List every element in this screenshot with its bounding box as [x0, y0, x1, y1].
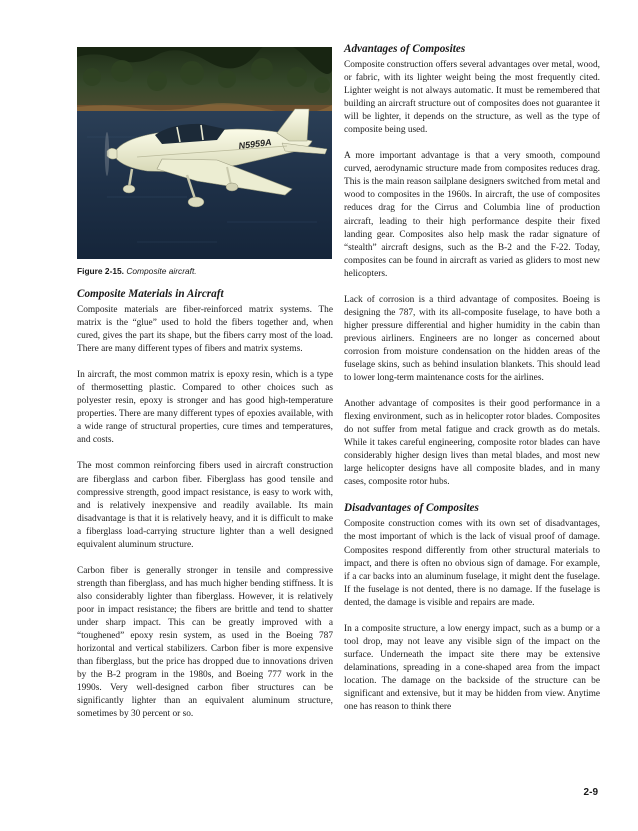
- section-heading-composite-materials: Composite Materials in Aircraft: [77, 288, 224, 300]
- figure-caption: [77, 266, 332, 276]
- tail-number: N5959A: [238, 137, 273, 151]
- page-number: 2-9: [583, 787, 598, 798]
- paragraph: In aircraft, the most common matrix is epoxy resin, which is a type of thermosetting plastic. Compared to other choices such as polyester resin, epoxy is stronger and has good high-temperature properties. There are many different types of epoxies available, with a wide range of structural properties, cure times and temperatures, and costs.: [77, 370, 333, 446]
- aircraft-photo: [77, 47, 332, 259]
- paragraph: Another advantage of composites is their good performance in a flexing environment, such as in helicopter rotor blades. Composites do not suffer from metal fatigue and crack growth as do metals. While it takes careful engineering, composite rotor blades can have considerably higher design lives than metal blades, and most new large helicopter designs have all composite blades, and in many cases, composite rotor hubs.: [344, 399, 600, 488]
- paragraph: Lack of corrosion is a third advantage of composites. Boeing is designing the 787, with its all-composite fuselage, to have both a higher pressure differential and higher humidity in the cabin than previous airliners. Engineers are no longer as concerned about corrosion from moisture condensation on the hidden areas of the fuselage skins, such as behind insulation blankets. This should lead to lower long-term maintenance costs for the airlines.: [344, 294, 600, 384]
- aircraft-photo-svg: [77, 47, 332, 259]
- section-heading-advantages: Advantages of Composites: [344, 43, 466, 55]
- figure-label: Figure 2-15.: [77, 266, 125, 276]
- figure-caption-text: Composite aircraft.: [126, 266, 197, 276]
- paragraph: Carbon fiber is generally stronger in tensile and compressive strength than fiberglass, and has much higher bending stiffness. It is also considerably lighter than fiberglass. However, it is relatively poor in impact resistance; the fibers are brittle and tend to shatter under sharp impact. This can be greatly improved with a “toughened” epoxy resin system, as used in the Boeing 787 horizontal and vertical stabilizers. Carbon fiber is more expensive than fiberglass, but the price has dropped due to innovations driven by the B-2 program in the 1980s, and Boeing 777 work in the 1990s. Very well-designed carbon fiber structures can be significantly lighter than an equivalent aluminum structure, sometimes by 30 percent or so.: [77, 565, 333, 720]
- paragraph: Composite construction comes with its own set of disadvantages, the most important of which is the lack of visual proof of damage. Composites respond differently from other structural materials to impact, and there is often no obvious sign of damage. For example, if a car backs into an aluminum fuselage, it might dent the fuselage. If the fuselage is not dented, there is no damage. If the fuselage is dented, the damage is visible and repairs are made.: [344, 519, 600, 608]
- right-column: [344, 43, 600, 727]
- paragraph: A more important advantage is that a very smooth, compound curved, aerodynamic structure made from composites reduces drag. This is the main reason sailplane designers switched from metal and wood to composites in the 1960s. In aircraft, the use of composites reduces drag for the Cirrus and Columbia line of production aircraft, leading to their high performance despite their fixed landing gear. Composites also help mask the radar signature of “stealth” aircraft designs, such as the B-2 and the F-22. Today, composites can be found in aircraft as varied as gliders to most new helicopters.: [344, 151, 600, 279]
- left-column: [77, 288, 333, 734]
- paragraph: In a composite structure, a low energy impact, such as a bump or a tool drop, may not leave any visible sign of the impact on the surface. Underneath the impact site there may be extensive delaminations, spreading in a cone-shaped area from the impact location. The damage on the backside of the structure can be significant and extensive, but it may be hidden from view. Anytime one has reason to think there: [344, 623, 600, 713]
- paragraph: Composite materials are fiber-reinforced matrix systems. The matrix is the “glue” used to hold the fibers together and, when cured, gives the part its shape, but the fibers carry most of the load. There are many different types of fibers and matrix systems.: [77, 305, 333, 355]
- paragraph: The most common reinforcing fibers used in aircraft construction are fiberglass and carbon fiber. Fiberglass has good tensile and compressive strength, good impact resistance, is easy to work with, and is relatively inexpensive and readily available. Its main disadvantage is that it is relatively heavy, and it is difficult to make a fiberglass load-carrying structure lighter than a well designed equivalent aluminum structure.: [77, 461, 333, 550]
- section-heading-disadvantages: Disadvantages of Composites: [344, 502, 479, 515]
- paragraph: Composite construction offers several advantages over metal, wood, or fabric, with its lighter weight being the most frequently cited. Lighter weight is not always automatic. It must be remembered that building an aircraft structure out of composites does not guarantee it will be lighter, it depends on the structure, as well as the type of composite being used.: [344, 60, 600, 136]
